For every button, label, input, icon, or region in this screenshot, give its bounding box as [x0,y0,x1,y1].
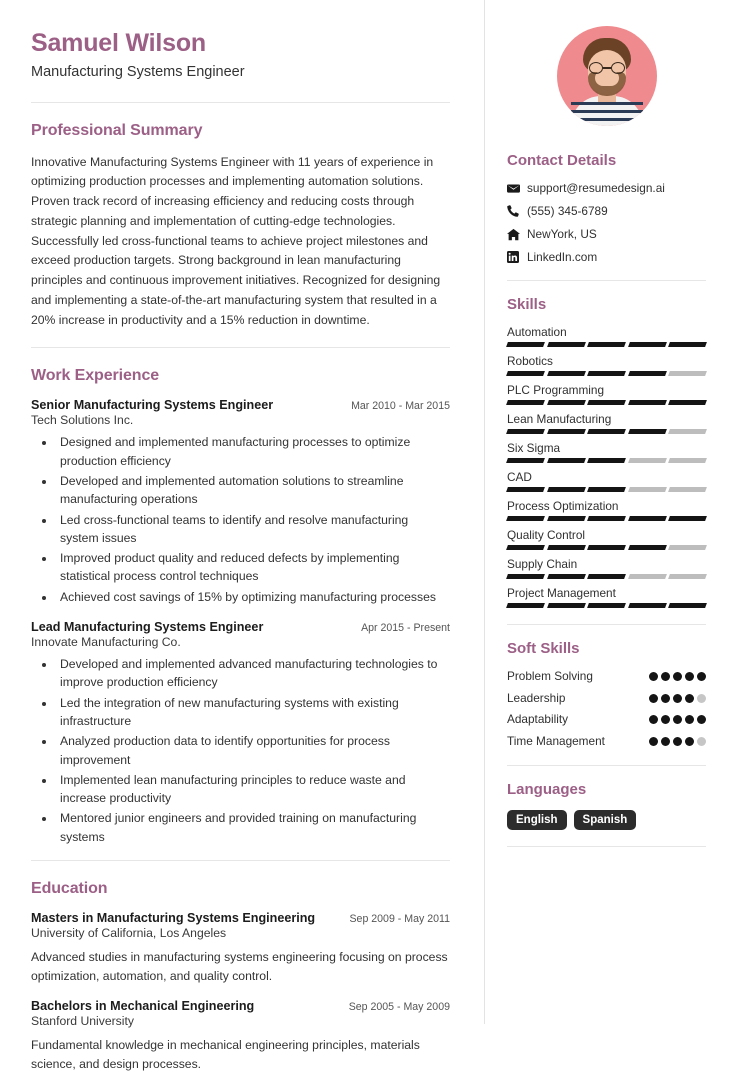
skill-bar-segment [628,371,666,376]
skill-bar-segment [587,545,625,550]
education-degree: Masters in Manufacturing Systems Engineering [31,911,316,926]
section-title-summary: Professional Summary [31,121,203,139]
skill-bar-segment [628,516,666,521]
rating-dot [685,672,694,681]
skill-bar-segment [506,400,544,405]
contact-item[interactable] [507,227,706,241]
skill-bar-segment [628,429,666,434]
avatar-glasses-left [589,62,603,74]
work-entry [31,620,450,846]
contact-item[interactable] [507,250,706,264]
language-tag-list [507,810,706,830]
contact-value: NewYork, US [527,227,597,241]
skill-level-bar [507,429,706,434]
section-title-work: Work Experience [31,367,160,385]
skill-bar-segment [668,458,706,463]
candidate-name: Samuel Wilson [31,29,206,57]
soft-skill-rating [649,734,706,746]
bullet-item: • Improved product quality and reduced defects by implementing statistical process control techniques [56,549,450,586]
avatar-stripe [571,110,643,113]
skill-level-bar [507,342,706,347]
soft-skill-item [507,712,706,727]
rating-dot [661,694,670,703]
skill-bar-segment [628,458,666,463]
skills-list [507,325,706,608]
contact-value: LinkedIn.com [527,250,598,264]
skill-label: PLC Programming [507,383,605,397]
rating-dot [661,737,670,746]
rating-dot [649,737,658,746]
soft-skill-label: Leadership [507,690,566,705]
skill-bar-segment [587,342,625,347]
contact-item[interactable] [507,181,706,195]
section-contact-details [507,152,706,264]
language-tag: Spanish [574,810,637,830]
skill-bar-segment [506,603,544,608]
education-entry-list [31,911,450,1074]
bullet-item: • Designed and implemented manufacturing processes to optimize production efficiency [56,433,450,470]
section-title-languages: Languages [507,780,587,798]
skill-level-bar [507,574,706,579]
skill-bar-segment [587,574,625,579]
skill-item [507,412,706,434]
sidebar-column [485,0,730,1024]
rating-dot [685,737,694,746]
work-entry-bullets [31,433,450,606]
skill-bar-segment [628,574,666,579]
skill-bar-segment [547,545,585,550]
soft-skill-label: Problem Solving [507,669,593,683]
rating-dot [649,694,658,703]
skill-bar-segment [628,545,666,550]
skill-bar-segment [587,487,625,492]
bullet-item: • Mentored junior engineers and provided training on manufacturing systems [56,809,450,846]
rating-dot [697,737,706,746]
phone-icon [507,205,527,217]
skill-bar-segment [506,342,544,347]
skill-item [507,528,706,550]
skill-bar-segment [668,574,706,579]
section-title-contact: Contact Details [507,152,617,169]
rating-dot [673,715,682,724]
skill-level-bar [507,487,706,492]
skill-bar-segment [506,516,544,521]
rating-dot [649,672,658,681]
skill-item [507,586,706,608]
skill-bar-segment [668,342,706,347]
skill-bar-segment [506,487,544,492]
education-entry [31,999,450,1074]
skill-bar-segment [668,516,706,521]
skill-level-bar [507,603,706,608]
skill-bar-segment [668,487,706,492]
rating-dot [673,737,682,746]
skill-level-bar [507,516,706,521]
section-skills [507,281,706,608]
skill-item [507,383,706,405]
header-block [31,30,450,80]
rating-dot [685,715,694,724]
avatar-glasses-bridge [603,67,611,69]
candidate-title: Manufacturing Systems Engineer [31,63,245,80]
rating-dot [697,672,706,681]
skill-bar-segment [587,516,625,521]
rating-dot [673,694,682,703]
skill-item [507,325,706,347]
education-school: University of California, Los Angeles [31,926,227,941]
bullet-item: • Led the integration of new manufacturing systems with existing infrastructure [56,694,450,731]
skill-bar-segment [506,371,544,376]
soft-skill-rating [649,712,706,724]
skill-bar-segment [668,545,706,550]
skill-bar-segment [587,458,625,463]
education-entry-header [31,999,450,1013]
section-work-experience [31,348,450,846]
bullet-item: • Implemented lean manufacturing principles to reduce waste and increase productivity [56,771,450,808]
bullet-item: • Developed and implemented automation solutions to streamline manufacturing operations [56,472,450,509]
education-description: Fundamental knowledge in mechanical engineering principles, materials science, and design processes. [31,1037,420,1071]
contact-list [507,181,706,264]
section-title-soft-skills: Soft Skills [507,640,580,657]
skill-item [507,557,706,579]
work-entry-header [31,398,450,412]
bullet-item: • Analyzed production data to identify opportunities for process improvement [56,732,450,769]
work-entry-title: Senior Manufacturing Systems Engineer [31,398,274,413]
skill-bar-segment [628,400,666,405]
skill-bar-segment [668,371,706,376]
work-entry-list [31,398,450,846]
rating-dot [697,694,706,703]
skill-label: CAD [507,470,532,484]
skill-bar-segment [506,545,544,550]
contact-item[interactable] [507,204,706,218]
skill-bar-segment [628,487,666,492]
contact-value: support@resumedesign.ai [527,181,665,195]
rating-dot [649,715,658,724]
skill-level-bar [507,458,706,463]
skill-level-bar [507,400,706,405]
skill-item [507,354,706,376]
skill-bar-segment [668,429,706,434]
bullet-item: • Developed and implemented advanced manufacturing technologies to improve production efficiency [56,655,450,692]
skill-item [507,470,706,492]
skill-bar-segment [547,429,585,434]
section-title-education: Education [31,880,108,898]
skill-item [507,441,706,463]
skill-bar-segment [547,371,585,376]
avatar-stripe [571,118,643,121]
skill-bar-segment [506,574,544,579]
education-degree: Bachelors in Mechanical Engineering [31,998,255,1013]
skill-bar-segment [587,371,625,376]
skill-label: Quality Control [507,528,586,542]
skill-bar-segment [628,603,666,608]
language-tag: English [507,810,567,830]
education-description: Advanced studies in manufacturing systems engineering focusing on process optimization, automation, and quality control. [31,950,448,983]
education-date: Sep 2009 - May 2011 [349,913,450,926]
skill-bar-segment [587,400,625,405]
work-entry-date: Mar 2010 - Mar 2015 [351,400,450,413]
soft-skill-rating [649,691,706,703]
divider [507,846,706,847]
rating-dot [685,694,694,703]
skill-label: Automation [507,325,567,339]
work-entry [31,398,450,606]
education-entry [31,911,450,986]
work-entry-date: Apr 2015 - Present [361,622,450,635]
soft-skill-item [507,691,706,706]
avatar-stripe [571,102,643,105]
avatar-glasses-right [611,62,625,74]
rating-dot [661,715,670,724]
soft-skill-label: Time Management [507,734,605,749]
summary-text: Innovative Manufacturing Systems Engineer with 11 years of experience in optimizing production processes and implementing automation solutions. Proven track record of increasing efficiency and reducing costs through strategic planning and implementation of cutting-edge technologies. Successfully led cross-functional teams to achieve project milestones and exceed production targets. Strong background in lean manufacturing principles and continuous improvement initiatives. Recognized for designing and implementing a state-of-the-art manufacturing system that resulted in a 20% increase in productivity and a 15% reduction in downtime. [31,154,441,327]
soft-skills-list [507,669,706,749]
skill-bar-segment [506,458,544,463]
rating-dot [697,715,706,724]
bullet-item: • Led cross-functional teams to identify and resolve manufacturing system issues [56,511,450,548]
home-icon [507,228,527,241]
work-entry-header [31,620,450,634]
work-entry-company: Tech Solutions Inc. [31,413,134,428]
linkedin-icon [507,251,527,263]
skill-label: Project Management [507,586,616,600]
skill-bar-segment [547,516,585,521]
skill-bar-segment [506,429,544,434]
section-soft-skills [507,625,706,749]
avatar-wrapper [507,26,706,126]
section-title-skills: Skills [507,296,547,313]
skill-label: Supply Chain [507,557,578,571]
section-education [31,861,450,1074]
education-entry-header [31,911,450,925]
skill-bar-segment [668,400,706,405]
skill-level-bar [507,545,706,550]
skill-level-bar [507,371,706,376]
skill-label: Robotics [507,354,553,368]
skill-bar-segment [628,342,666,347]
skill-bar-segment [668,603,706,608]
soft-skill-rating [649,669,706,681]
skill-bar-segment [587,429,625,434]
rating-dot [661,672,670,681]
bullet-item: • Achieved cost savings of 15% by optimizing manufacturing processes [56,588,450,606]
skill-bar-segment [547,487,585,492]
section-professional-summary [31,103,450,331]
contact-value: (555) 345-6789 [527,204,608,218]
work-entry-bullets [31,655,450,846]
skill-bar-segment [547,458,585,463]
skill-label: Process Optimization [507,499,619,513]
soft-skill-item [507,669,706,684]
section-languages [507,766,706,830]
work-entry-company: Innovate Manufacturing Co. [31,635,181,650]
envelope-icon [507,182,527,195]
skill-bar-segment [547,574,585,579]
work-entry-title: Lead Manufacturing Systems Engineer [31,620,264,635]
skill-bar-segment [547,603,585,608]
skill-bar-segment [547,400,585,405]
skill-bar-segment [547,342,585,347]
rating-dot [673,672,682,681]
education-date: Sep 2005 - May 2009 [348,1000,450,1013]
soft-skill-label: Adaptability [507,712,568,727]
skill-label: Six Sigma [507,441,561,455]
education-school: Stanford University [31,1013,134,1028]
soft-skill-item [507,734,706,749]
avatar [557,26,657,126]
skill-bar-segment [587,603,625,608]
skill-item [507,499,706,521]
skill-label: Lean Manufacturing [507,412,612,426]
